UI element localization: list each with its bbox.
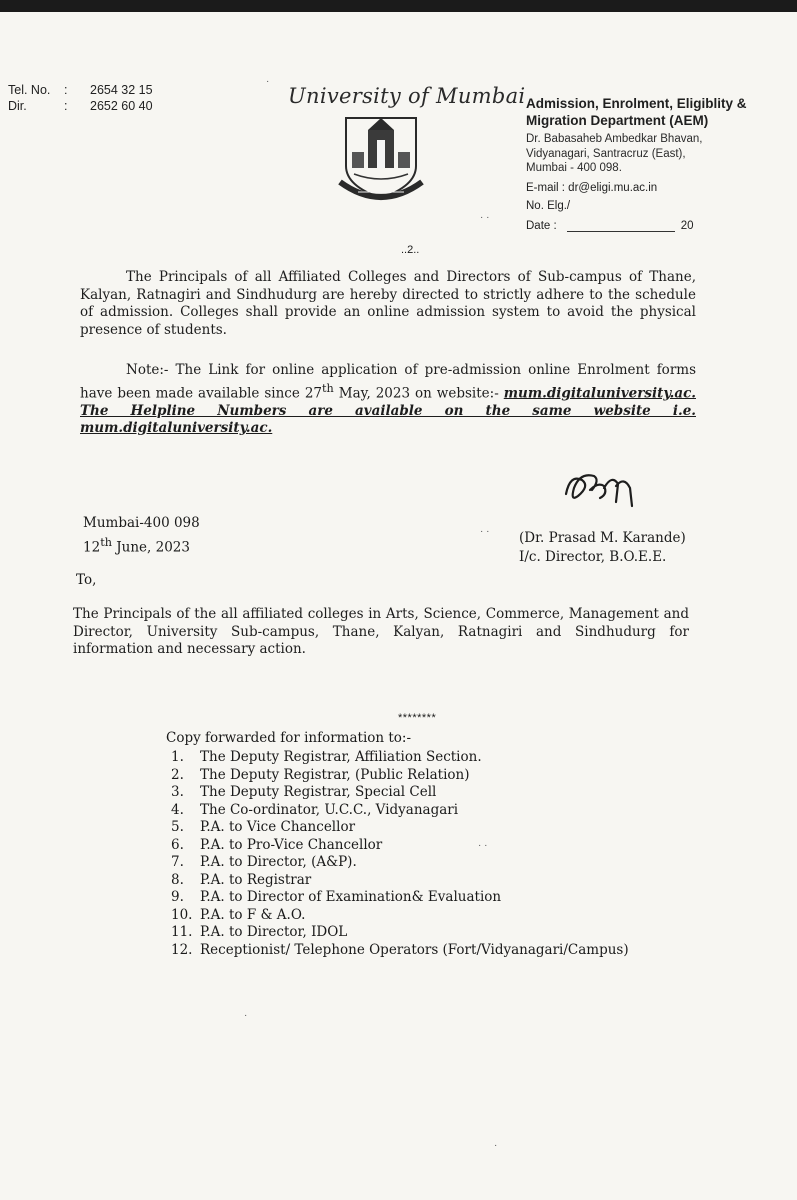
list-item-text: P.A. to Pro-Vice Chancellor (200, 836, 383, 853)
list-item-number: 1. (171, 749, 184, 765)
address-line-3: Mumbai - 400 098. (526, 162, 622, 174)
list-item-text: P.A. to Vice Chancellor (200, 819, 356, 835)
university-seal-icon (338, 112, 424, 208)
list-item-text: The Co-ordinator, U.C.C., Vidyanagari (200, 801, 459, 818)
date-blank-line (567, 222, 675, 232)
date-label: Date : (526, 219, 557, 232)
signature-icon (560, 466, 640, 514)
tel-sep: : (64, 83, 68, 97)
note-text-start: Note:- The Link for online application of pre-admission online Enrolment forms have been made available since 27 (80, 362, 696, 401)
list-item (171, 942, 629, 960)
department-title: Admission, Enrolment, Eligiblity & Migration Department (AEM) (526, 96, 747, 128)
phone-block (8, 82, 153, 114)
list-item-number: 5. (171, 819, 184, 835)
list-item-number: 7. (171, 854, 184, 870)
note-date-suffix: th (322, 381, 334, 395)
address-line-2: Vidyanagari, Santracruz (East), (526, 147, 686, 160)
list-item-number: 10. (171, 906, 193, 923)
reference-number: No. Elg./ (526, 199, 571, 212)
list-item-text: The Deputy Registrar, Special Cell (200, 784, 437, 800)
department-block (526, 95, 788, 232)
list-item (171, 749, 629, 767)
university-name: University of Mumbai (288, 84, 526, 108)
issue-date (83, 533, 200, 558)
tel-label: Tel. No. (8, 83, 51, 97)
list-item-number: 6. (171, 836, 184, 853)
list-item-number: 3. (171, 784, 184, 800)
separator: ******** (398, 712, 437, 724)
to-label: To, (76, 572, 97, 588)
signatory-title: I/c. Director, B.O.E.E. (519, 549, 667, 565)
scan-mark: · · (480, 526, 490, 537)
page-number: ..2.. (401, 244, 420, 256)
scan-mark: · (244, 1010, 248, 1021)
issue-date-rest: June, 2023 (111, 539, 190, 556)
list-item-text: P.A. to Director, (A&P). (200, 854, 357, 870)
top-bar (0, 0, 797, 12)
list-item (171, 767, 629, 785)
place: Mumbai-400 098 (83, 515, 200, 531)
recipients-paragraph: The Principals of the all affiliated colleges in Arts, Science, Commerce, Management and Director, University Sub-campus, Thane, Kalyan, Ratnagiri and Sindhudurg for information and necessary action. (73, 606, 689, 657)
scan-mark: · · (478, 840, 488, 851)
list-item (171, 784, 629, 802)
dir-label: Dir. (8, 99, 27, 113)
list-item-number: 11. (171, 924, 193, 940)
note-text-mid: May, 2023 on website:- (333, 385, 499, 401)
list-item-number: 4. (171, 801, 184, 818)
directive-paragraph: The Principals of all Affiliated Colleges and Directors of Sub-campus of Thane, Kalyan, Ratnagiri and Sindhudurg are hereby directed to strictly adhere to the schedule of admission. Colleges shall provide an online admission system to avoid the physical presence of students. (80, 269, 696, 338)
note-paragraph (80, 362, 696, 438)
list-item (171, 924, 629, 942)
list-item (171, 872, 629, 890)
list-item (171, 889, 629, 907)
issue-date-suffix: th (100, 536, 112, 549)
department-email: E-mail : dr@eligi.mu.ac.in (526, 181, 658, 194)
copy-heading: Copy forwarded for information to:- (166, 730, 412, 746)
list-item-number: 2. (171, 766, 184, 783)
date-field (526, 220, 788, 232)
tel-value: 2654 32 15 (90, 83, 153, 97)
list-item-text: Receptionist/ Telephone Operators (Fort/Vidyanagari/Campus) (200, 941, 629, 958)
scan-mark: · · (480, 212, 490, 223)
signatory-name: (Dr. Prasad M. Karande) (519, 530, 686, 546)
list-item (171, 802, 629, 820)
copy-list (171, 749, 629, 959)
website-link[interactable]: mum.digitaluniversity.ac. The Helpline Numbers are available on the same website i.e. mum.digitaluniversity.ac. (80, 385, 696, 436)
scan-mark: · (266, 76, 270, 87)
list-item-text: The Deputy Registrar, Affiliation Section. (200, 749, 482, 765)
scan-mark: · (494, 1140, 498, 1151)
address-line-1: Dr. Babasaheb Ambedkar Bhavan, (526, 133, 703, 145)
department-address (526, 132, 788, 176)
list-item-number: 9. (171, 889, 184, 905)
place-date-block (83, 514, 200, 558)
dir-sep: : (64, 99, 68, 113)
date-year: 20 (680, 219, 694, 232)
list-item-text: P.A. to F & A.O. (200, 906, 306, 923)
list-item (171, 819, 629, 837)
list-item (171, 837, 629, 855)
list-item (171, 854, 629, 872)
signatory-block (519, 529, 686, 567)
list-item (171, 907, 629, 925)
list-item-text: P.A. to Registrar (200, 871, 312, 888)
issue-date-day: 12 (83, 539, 101, 556)
list-item-number: 12. (171, 941, 193, 958)
dir-value: 2652 60 40 (90, 99, 153, 113)
list-item-number: 8. (171, 871, 184, 888)
list-item-text: P.A. to Director of Examination& Evaluation (200, 889, 502, 905)
dir-row (8, 98, 153, 114)
tel-row (8, 82, 153, 98)
list-item-text: The Deputy Registrar, (Public Relation) (200, 766, 470, 783)
list-item-text: P.A. to Director, IDOL (200, 924, 348, 940)
